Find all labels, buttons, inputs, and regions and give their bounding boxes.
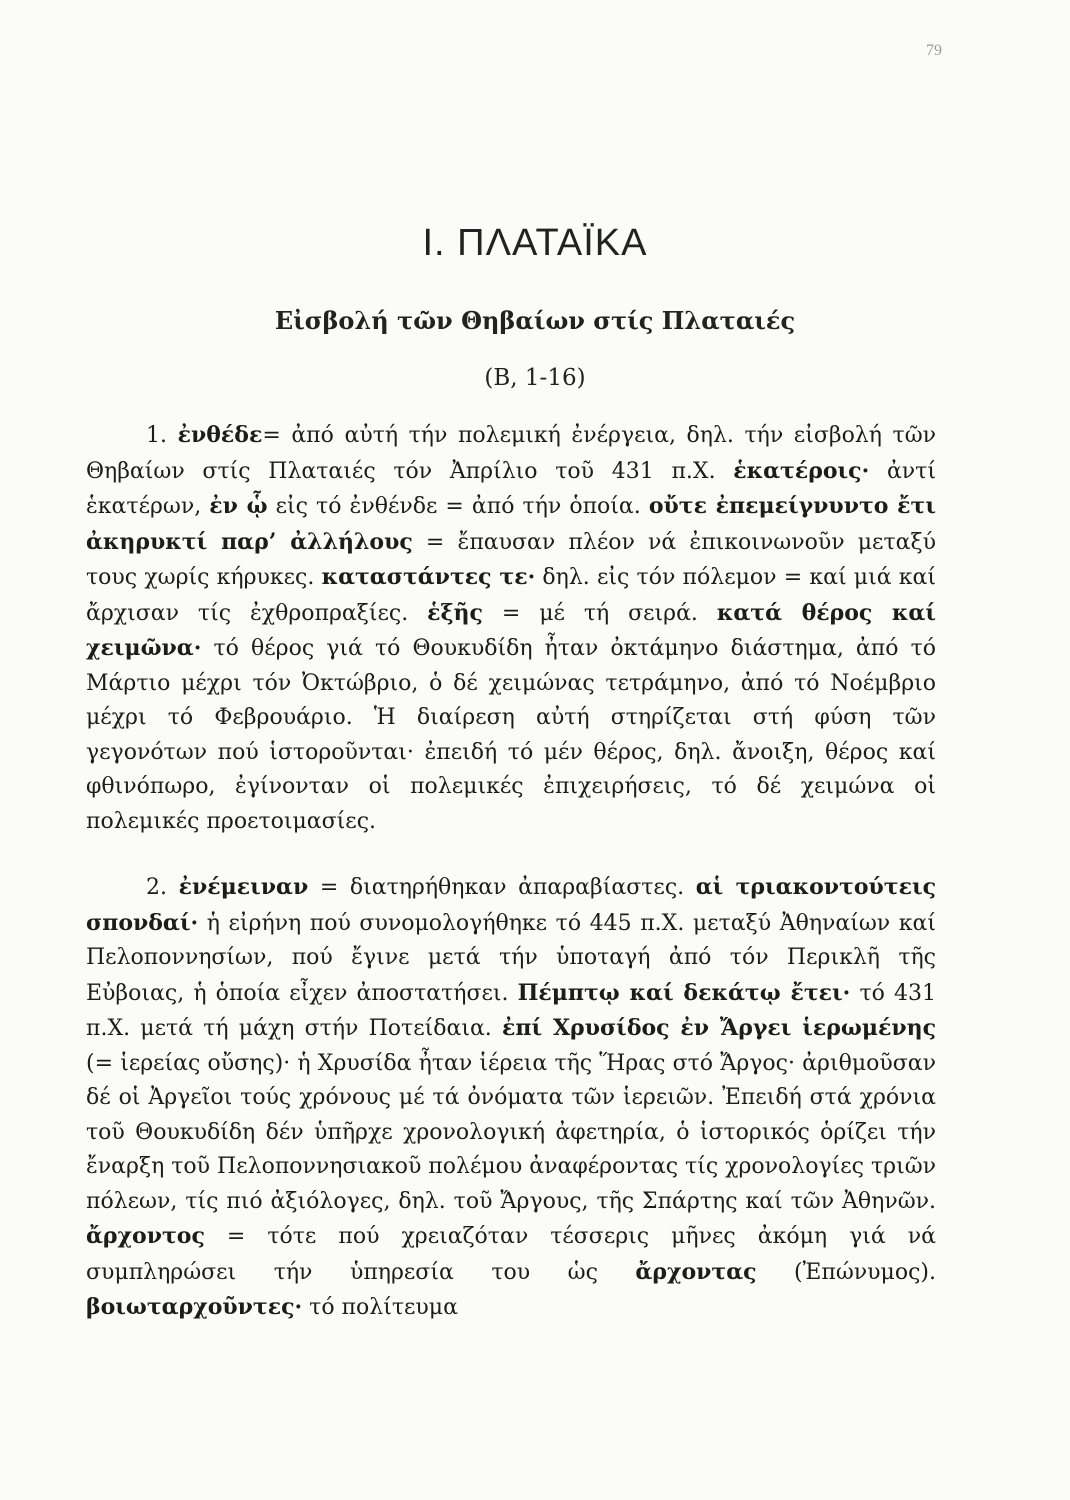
commentary-text: = τότε πού χρειαζόταν τέσσερις μῆνες ἀκόμη γιά νά συμπληρώσει τήν ὑπηρεσία του ὡς xyxy=(86,1224,936,1285)
commentary-text: 2. xyxy=(146,875,179,900)
commentary-text: = μέ τή σειρά. xyxy=(482,600,717,626)
commentary-text: ἀντί ἑκατέρων, xyxy=(86,458,936,519)
commentary-text: = ἔπαυσαν πλέον νά ἐπικοινωνοῦν μεταξύ τους χωρίς κήρυκες. xyxy=(86,529,936,590)
chapter-title: I. ΠΛΑΤΑΪΚΑ xyxy=(422,222,648,264)
lemma-term: ἄρχοντας xyxy=(635,1258,757,1285)
lemma-term: οὔτε ἐπεμείγνυντο ἔτι ἀκηρυκτί παρ’ ἀλλήλους xyxy=(86,493,936,555)
commentary-text: τό πολίτευμα xyxy=(302,1295,458,1320)
lemma-term: ἐνθέδε xyxy=(177,422,263,448)
paragraph-text xyxy=(86,418,936,839)
commentary-paragraph-1 xyxy=(86,418,936,839)
lemma-term: καταστάντες τε· xyxy=(321,564,536,590)
page-number: 79 xyxy=(926,42,942,59)
lemma-term: ἐν ᾧ xyxy=(209,493,268,519)
lemma-term: ἄρχοντος xyxy=(86,1223,205,1249)
commentary-text: δηλ. εἰς τόν πόλεμον = καί μιά καί ἄρχισαν τίς ἐχθροπραξίες. xyxy=(86,565,936,626)
lemma-term: ἑξῆς xyxy=(427,599,483,626)
commentary-text: (= ἱερείας οὔσης)· ἡ Χρυσίδα ἦταν ἱέρεια τῆς Ἥρας στό Ἄργος· ἀριθμοῦσαν δέ οἱ Ἀργεῖοι τούς χρόνους μέ τά ὀνόματα τῶν ἱερειῶν. Ἐπειδή στά χρόνια τοῦ Θουκυδίδη δέν ὑπῆρχε χρονολογική ἀφετηρία, ὁ ἱστορικός ὁρίζει τήν ἔναρξη τοῦ Πελοποννησιακοῦ πολέμου ἀναφέροντας τίς χρονολογίες τριῶν πόλεων, τίς πιό ἀξιόλογες, δηλ. τοῦ Ἄργους, τῆς Σπάρτης καί τῶν Ἀθηνῶν. xyxy=(86,1050,937,1214)
lemma-term: Πέμπτῳ καί δεκάτῳ ἔτει· xyxy=(517,979,851,1006)
commentary-text: (Ἐπώνυμος). xyxy=(756,1259,936,1285)
lemma-term: ἐνέμειναν xyxy=(178,874,309,900)
commentary-paragraph-2 xyxy=(86,870,936,1326)
commentary-text: 1. xyxy=(146,423,178,448)
commentary-text: τό 431 π.Χ. μετά τή μάχη στήν Ποτείδαια. xyxy=(86,980,937,1041)
commentary-text: τό θέρος γιά τό Θουκυδίδη ἦταν ὀκτάμηνο διάστημα, ἀπό τό Μάρτιο μέχρι τόν Ὀκτώβριο, ὁ δέ χειμώνας τετράμηνο, ἀπό τό Νοέμβριο μέχρι τό Φεβρουάριο. Ἡ διαίρεση αὐτή στηρίζεται στή φύση τῶν γεγονότων πού ἱστοροῦνται· ἐπειδή τό μέν θέρος, δηλ. ἄνοιξη, θέρος καί φθινόπωρο, ἐγίνονταν οἱ πολεμικές ἐπιχειρήσεις, τό δέ χειμώνα οἱ πολεμικές προετοιμασίες. xyxy=(86,636,936,834)
lemma-term: ἐπί Χρυσίδος ἐν Ἄργει ἱερωμένης xyxy=(502,1015,936,1041)
section-title: Εἰσβολή τῶν Θηβαίων στίς Πλαταιές xyxy=(274,306,796,335)
lemma-term: ἑκατέροις· xyxy=(733,457,870,484)
commentary-text: εἰς τό ἐνθένδε = ἀπό τήν ὁποία. xyxy=(267,494,649,519)
lemma-term: βοιωταρχοῦντες· xyxy=(86,1294,303,1320)
section-reference: (Β, 1-16) xyxy=(484,365,586,391)
lemma-term: κατά θέρος καί χειμῶνα· xyxy=(86,599,936,661)
commentary-text: ἡ εἰρήνη πού συνομολογήθηκε τό 445 π.Χ. μεταξύ Ἀθηναίων καί Πελοποννησίων, πού ἔγινε μετά τήν ὑποταγή ἀπό τόν Περικλῆ τῆς Εὐβοιας, ἡ ὁποία εἶχεν ἀποστατήσει. xyxy=(86,910,936,1006)
lemma-term: αἱ τριακοντούτεις σπονδαί· xyxy=(86,874,936,936)
paragraph-text xyxy=(86,870,936,1326)
commentary-text: = διατηρήθηκαν ἀπαραβίαστες. xyxy=(308,875,696,900)
commentary-text: = ἀπό αὐτή τήν πολεμική ἐνέργεια, δηλ. τήν εἰσβολή τῶν Θηβαίων στίς Πλαταιές τόν Ἀπρίλιο τοῦ 431 π.Χ. xyxy=(86,423,937,484)
